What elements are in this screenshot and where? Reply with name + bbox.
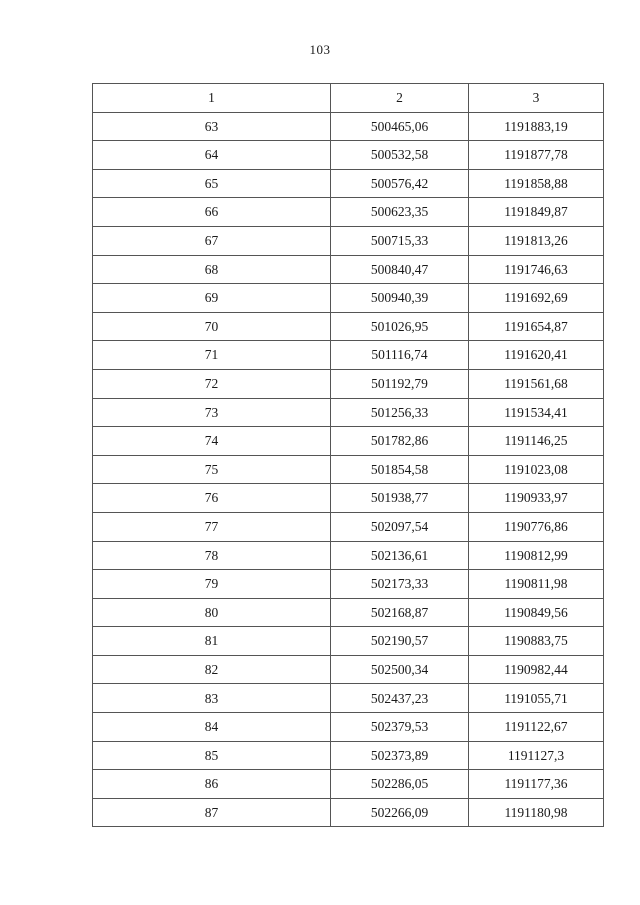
table-header-row (93, 84, 604, 113)
point-number-cell: 71 (93, 341, 331, 370)
y-coordinate-cell: 1191883,19 (469, 112, 604, 141)
x-coordinate-cell: 502286,05 (331, 770, 469, 799)
x-coordinate-cell: 501938,77 (331, 484, 469, 513)
header-cell-y: 3 (469, 84, 604, 113)
table-row (93, 284, 604, 313)
y-coordinate-cell: 1190883,75 (469, 627, 604, 656)
table-row (93, 312, 604, 341)
table-row (93, 598, 604, 627)
point-number-cell: 64 (93, 141, 331, 170)
y-coordinate-cell: 1191858,88 (469, 169, 604, 198)
y-coordinate-cell: 1190812,99 (469, 541, 604, 570)
table-row (93, 369, 604, 398)
table-row (93, 798, 604, 827)
table-row (93, 112, 604, 141)
point-number-cell: 68 (93, 255, 331, 284)
x-coordinate-cell: 500623,35 (331, 198, 469, 227)
y-coordinate-cell: 1191177,36 (469, 770, 604, 799)
y-coordinate-cell: 1191561,68 (469, 369, 604, 398)
x-coordinate-cell: 502266,09 (331, 798, 469, 827)
x-coordinate-cell: 500840,47 (331, 255, 469, 284)
x-coordinate-cell: 502136,61 (331, 541, 469, 570)
point-number-cell: 73 (93, 398, 331, 427)
table-row (93, 398, 604, 427)
table-row (93, 684, 604, 713)
table-row (93, 512, 604, 541)
y-coordinate-cell: 1191654,87 (469, 312, 604, 341)
point-number-cell: 65 (93, 169, 331, 198)
y-coordinate-cell: 1191849,87 (469, 198, 604, 227)
coordinates-table (92, 83, 604, 827)
table-row (93, 455, 604, 484)
y-coordinate-cell: 1191746,63 (469, 255, 604, 284)
point-number-cell: 70 (93, 312, 331, 341)
x-coordinate-cell: 502373,89 (331, 741, 469, 770)
point-number-cell: 69 (93, 284, 331, 313)
y-coordinate-cell: 1191620,41 (469, 341, 604, 370)
table-row (93, 541, 604, 570)
table-row (93, 484, 604, 513)
table-row (93, 141, 604, 170)
table-row (93, 570, 604, 599)
y-coordinate-cell: 1191877,78 (469, 141, 604, 170)
y-coordinate-cell: 1191813,26 (469, 226, 604, 255)
point-number-cell: 67 (93, 226, 331, 255)
point-number-cell: 66 (93, 198, 331, 227)
x-coordinate-cell: 500715,33 (331, 226, 469, 255)
x-coordinate-cell: 502190,57 (331, 627, 469, 656)
point-number-cell: 87 (93, 798, 331, 827)
table-body (93, 84, 604, 827)
table-row (93, 198, 604, 227)
point-number-cell: 77 (93, 512, 331, 541)
point-number-cell: 83 (93, 684, 331, 713)
table-row (93, 770, 604, 799)
x-coordinate-cell: 500940,39 (331, 284, 469, 313)
x-coordinate-cell: 500532,58 (331, 141, 469, 170)
y-coordinate-cell: 1190811,98 (469, 570, 604, 599)
table-row (93, 427, 604, 456)
point-number-cell: 75 (93, 455, 331, 484)
x-coordinate-cell: 502173,33 (331, 570, 469, 599)
point-number-cell: 82 (93, 655, 331, 684)
point-number-cell: 86 (93, 770, 331, 799)
y-coordinate-cell: 1190982,44 (469, 655, 604, 684)
y-coordinate-cell: 1191692,69 (469, 284, 604, 313)
x-coordinate-cell: 501854,58 (331, 455, 469, 484)
table-row (93, 741, 604, 770)
x-coordinate-cell: 500465,06 (331, 112, 469, 141)
x-coordinate-cell: 502168,87 (331, 598, 469, 627)
x-coordinate-cell: 502379,53 (331, 713, 469, 742)
y-coordinate-cell: 1191534,41 (469, 398, 604, 427)
point-number-cell: 85 (93, 741, 331, 770)
x-coordinate-cell: 501192,79 (331, 369, 469, 398)
point-number-cell: 79 (93, 570, 331, 599)
point-number-cell: 84 (93, 713, 331, 742)
x-coordinate-cell: 502437,23 (331, 684, 469, 713)
x-coordinate-cell: 501256,33 (331, 398, 469, 427)
point-number-cell: 63 (93, 112, 331, 141)
y-coordinate-cell: 1191122,67 (469, 713, 604, 742)
y-coordinate-cell: 1191127,3 (469, 741, 604, 770)
table-row (93, 627, 604, 656)
point-number-cell: 76 (93, 484, 331, 513)
x-coordinate-cell: 502500,34 (331, 655, 469, 684)
table-row (93, 169, 604, 198)
table-row (93, 655, 604, 684)
point-number-cell: 78 (93, 541, 331, 570)
table-row (93, 255, 604, 284)
point-number-cell: 72 (93, 369, 331, 398)
x-coordinate-cell: 500576,42 (331, 169, 469, 198)
table-row (93, 341, 604, 370)
point-number-cell: 80 (93, 598, 331, 627)
y-coordinate-cell: 1190933,97 (469, 484, 604, 513)
header-cell-x: 2 (331, 84, 469, 113)
page-number: 103 (309, 42, 331, 57)
y-coordinate-cell: 1191146,25 (469, 427, 604, 456)
y-coordinate-cell: 1190776,86 (469, 512, 604, 541)
point-number-cell: 81 (93, 627, 331, 656)
table-row (93, 226, 604, 255)
y-coordinate-cell: 1190849,56 (469, 598, 604, 627)
x-coordinate-cell: 502097,54 (331, 512, 469, 541)
y-coordinate-cell: 1191023,08 (469, 455, 604, 484)
header-cell-point-number: 1 (93, 84, 331, 113)
x-coordinate-cell: 501116,74 (331, 341, 469, 370)
table-row (93, 713, 604, 742)
point-number-cell: 74 (93, 427, 331, 456)
y-coordinate-cell: 1191055,71 (469, 684, 604, 713)
y-coordinate-cell: 1191180,98 (469, 798, 604, 827)
x-coordinate-cell: 501782,86 (331, 427, 469, 456)
x-coordinate-cell: 501026,95 (331, 312, 469, 341)
